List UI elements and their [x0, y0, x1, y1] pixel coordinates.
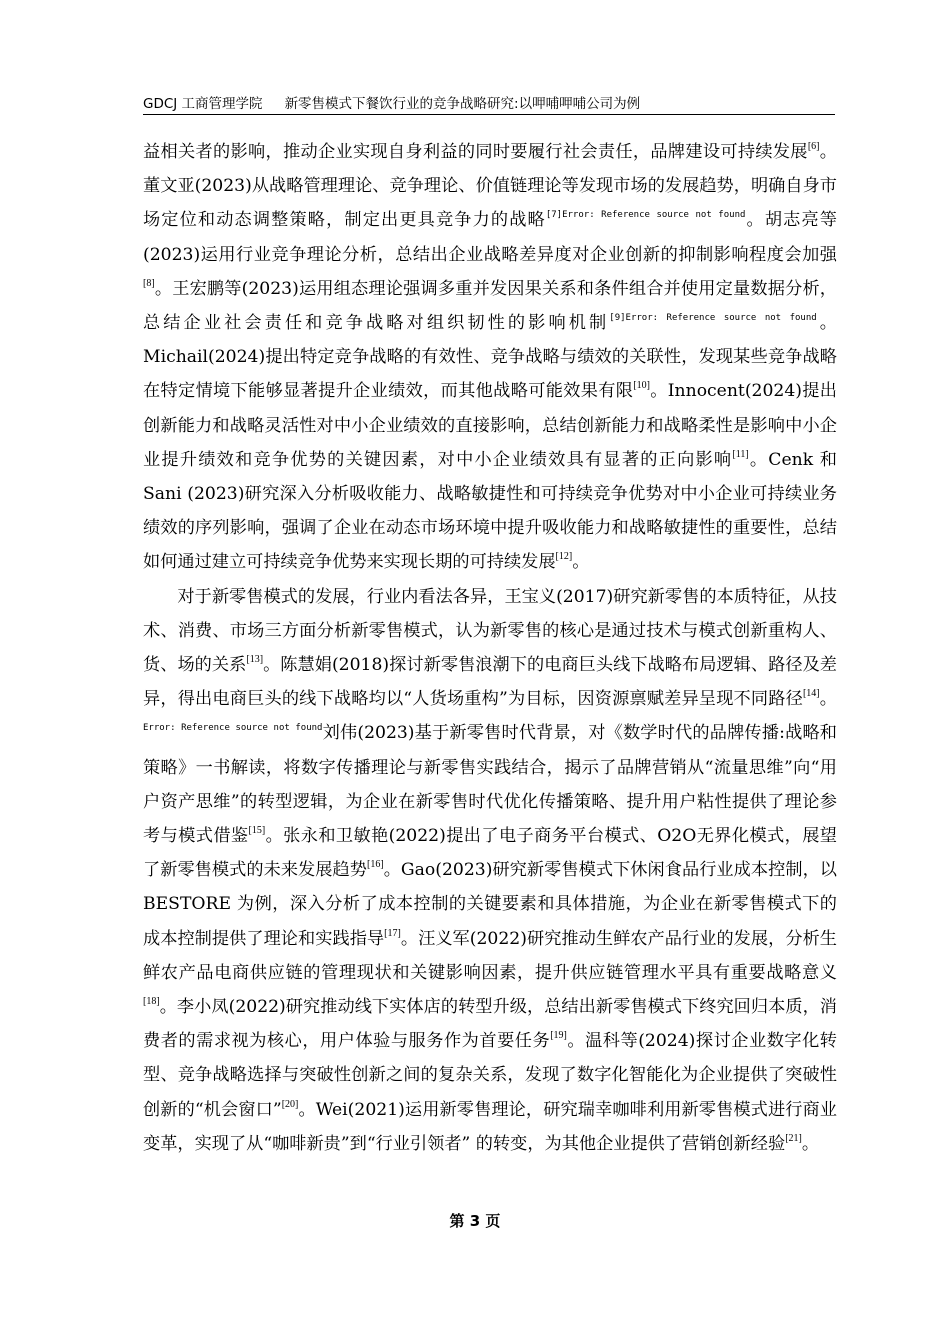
body-text	[143, 135, 837, 1161]
text-run: 。Cenk 和 Sani (2023)研究深入分析吸收能力、战略敏捷性和可持续竞争优势对中小企业可持续业务绩效的序列影响，强调了企业在动态市场环境中提升吸收能力和战略敏捷性的重要性，总结如何通过建立可持续竞争优势来实现长期的可持续发展	[143, 449, 837, 573]
text-run: 。董文亚(2023)从战略管理理论、竞争理论、价值链理论等发现市场的发展趋势，明确自身市场定位和动态调整策略，制定出更具竞争力的战略	[143, 142, 837, 231]
text-run: 。Gao(2023)研究新零售模式下休闲食品行业成本控制，以 BESTORE 为例，深入分析了成本控制的关键要素和具体措施，为企业在新零售模式下的成本控制提供了理论和实践指导	[143, 860, 837, 949]
text-run: 。Michail(2024)提出特定竞争战略的有效性、竞争战略与绩效的关联性，发现某些竞争战略在特定情境下能够显著提升企业绩效，而其他战略可能效果有限	[143, 313, 837, 402]
citation-ref: [12]	[555, 551, 573, 563]
text-run: 。胡志亮等(2023)运用行业竞争理论分析，总结出企业战略差异度对企业创新的抑制影响程度会加强	[143, 210, 837, 265]
citation-ref: [6]	[807, 141, 820, 152]
citation-error: Error: Reference source not found	[143, 723, 323, 734]
text-run: 。李小凤(2022)研究推动线下实体店的转型升级，总结出新零售模式下终究回归本质，消费者的需求视为核心，用户体验与服务作为首要任务	[143, 997, 837, 1052]
text-run: 。Wei(2021)运用新零售理论，研究瑞幸咖啡利用新零售模式进行商业变革，实现了从“咖啡新贵”到“行业引领者” 的转变，为其他企业提供了营销创新经验	[143, 1099, 837, 1154]
text-run: 。王宏鹏等(2023)运用组态理论强调多重并发因果关系和条件组合并使用定量数据分析，总结企业社会责任和竞争战略对组织韧性的影响机制	[143, 278, 837, 334]
header-school: GDCJ 工商管理学院	[143, 96, 263, 112]
text-run: 益相关者的影响，推动企业实现自身利益的同时要履行社会责任，品牌建设可持续发展	[143, 142, 808, 162]
text-run: 。	[819, 689, 837, 710]
paragraph	[143, 580, 837, 1161]
citation-ref: [10]	[633, 380, 650, 392]
citation-ref: [8]	[143, 277, 155, 289]
text-run: 。陈慧娟(2018)探讨新零售浪潮下的电商巨头线下战略布局逻辑、路径及差异，得出电商巨头的线下战略均以“人货场重构”为目标，因资源禀赋差异呈现不同路径	[143, 655, 837, 710]
citation-ref: [17]	[384, 927, 401, 939]
text-run: 。Innocent(2024)提出创新能力和战略灵活性对中小企业绩效的直接影响，总结创新能力和战略柔性是影响中小企业提升绩效和竞争优势的关键因素，对中小企业绩效具有显著的正向影响	[143, 381, 837, 470]
header-rule	[143, 114, 835, 115]
citation-error: [7]Error: Reference source not found	[545, 210, 746, 221]
citation-ref: [20]	[281, 1098, 299, 1110]
text-run: 。汪义军(2022)研究推动生鲜农产品行业的发展，分析生鲜农产品电商供应链的管理现状和关键影响因素，提升供应链管理水平具有重要战略意义	[143, 928, 837, 983]
page-number: 第 3 页	[449, 1212, 501, 1230]
citation-ref: [18]	[143, 996, 160, 1008]
citation-ref: [16]	[366, 859, 384, 871]
text-run: 。	[801, 1133, 820, 1154]
citation-ref: [15]	[248, 825, 266, 837]
text-run: 。	[572, 552, 590, 573]
text-run: 对于新零售模式的发展，行业内看法各异，王宝义(2017)研究新零售的本质特征，从技术、消费、市场三方面分析新零售模式，认为新零售的核心是通过技术与模式创新重构人、货、场的关系	[143, 586, 837, 676]
paragraph	[143, 135, 837, 580]
citation-ref: [13]	[246, 654, 264, 666]
text-run: 。温科等(2024)探讨企业数字化转型、竞争战略选择与突破性创新之间的复杂关系，发现了数字化智能化为企业提供了突破性创新的“机会窗口”	[143, 1031, 837, 1120]
citation-error: [9]Error: Reference source not found	[609, 313, 817, 324]
citation-ref: [14]	[802, 688, 820, 700]
running-header	[143, 92, 835, 112]
header-thesis-title: 新零售模式下餐饮行业的竞争战略研究:以呷哺呷哺公司为例	[284, 96, 641, 112]
text-run: 刘伟(2023)基于新零售时代背景，对《数学时代的品牌传播:战略和策略》一书解读，将数字传播理论与新零售实践结合，揭示了品牌营销从“流量思维”向“用户资产思维”的转型逻辑，为企业在新零售时代优化传播策略、提升用户粘性提供了理论参考与模式借鉴	[143, 723, 837, 847]
text-run: 。张永和卫敏艳(2022)提出了电子商务平台模式、O2O无界化模式，展望了新零售模式的未来发展趋势	[143, 826, 837, 881]
citation-ref: [11]	[732, 448, 749, 460]
citation-ref: [21]	[785, 1132, 802, 1144]
citation-ref: [19]	[550, 1030, 567, 1042]
